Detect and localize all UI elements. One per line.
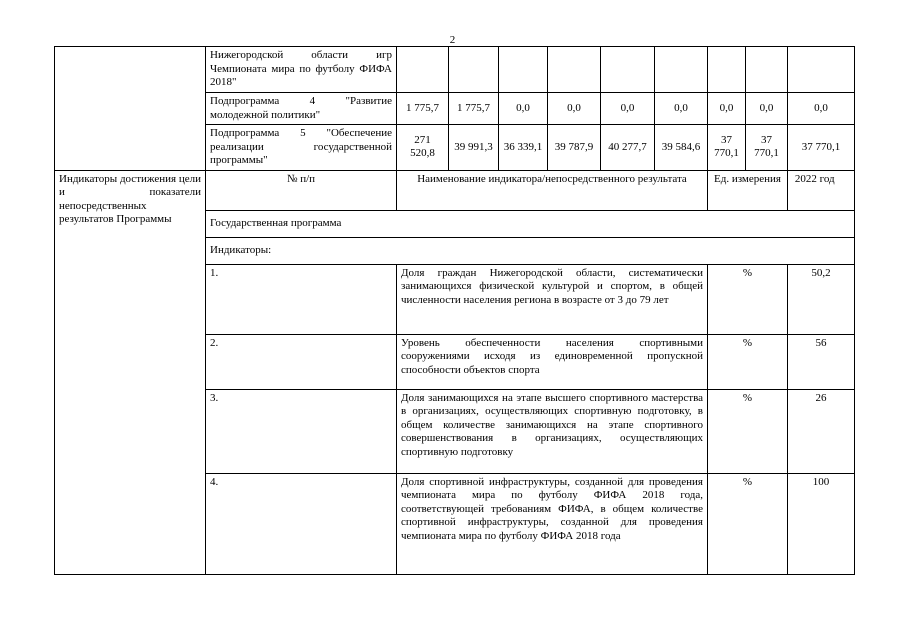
indicator-value: 56 [788,334,855,389]
finance-value [499,47,548,93]
empty-label-cell [55,93,206,125]
finance-value: 0,0 [548,93,601,125]
finance-row [55,93,855,125]
indicator-name: Доля занимающихся на этапе высшего спортивного мастерства в организациях, осуществляющих спортивную подготовку, в общем количестве занимающихся на этапе спортивного совершенствования в организациях, осуществляющих спортивную подготовку [397,389,708,473]
empty-label-cell [55,47,206,93]
indicator-num: 4. [206,473,397,574]
finance-value [655,47,708,93]
finance-value: 0,0 [499,93,548,125]
header-name: Наименование индикатора/непосредственного результата [397,170,708,210]
finance-value: 39 787,9 [548,125,601,171]
finance-value: 37 770,1 [708,125,746,171]
finance-value [548,47,601,93]
finance-value: 37 770,1 [788,125,855,171]
indicator-name: Доля спортивной инфраструктуры, созданной для проведения чемпионата мира по футболу ФИФА 2018 года, соответствующей требованиям ФИФА, в общем количестве спортивной инфраструктуры, созданной для проведения чемпионата мира по футболу ФИФА 2018 года [397,473,708,574]
finance-value: 0,0 [601,93,655,125]
indicator-num: 2. [206,334,397,389]
indicators-header-row [55,170,855,210]
finance-row [55,47,855,93]
finance-value: 39 991,3 [449,125,499,171]
finance-value [449,47,499,93]
finance-value [788,47,855,93]
finance-value [601,47,655,93]
indicator-name: Уровень обеспеченности населения спортивными сооружениями исходя из единовременной пропускной способности объектов спорта [397,334,708,389]
finance-value [708,47,746,93]
indicator-value: 50,2 [788,264,855,334]
finance-row [55,125,855,171]
indicators-section-label: Индикаторы достижения цели и показатели непосредственных результатов Программы [55,170,206,574]
finance-value: 1 775,7 [449,93,499,125]
finance-value: 0,0 [788,93,855,125]
header-year: 2022 год [788,170,842,210]
indicator-unit: % [708,334,788,389]
finance-value: 39 584,6 [655,125,708,171]
finance-value: 40 277,7 [601,125,655,171]
finance-value: 0,0 [746,93,788,125]
indicator-num: 1. [206,264,397,334]
indicator-name: Доля граждан Нижегородской области, систематически занимающихся физической культурой и спортом, в общей численности населения региона в возрасте от 3 до 79 лет [397,264,708,334]
empty-label-cell [55,125,206,171]
finance-value: 0,0 [655,93,708,125]
program-row-label: Государственная программа [206,210,855,237]
indicator-unit: % [708,473,788,574]
finance-value: 0,0 [708,93,746,125]
header-unit: Ед. измерения [708,170,788,210]
indicators-row-label: Индикаторы: [206,237,855,264]
finance-value: 1 775,7 [397,93,449,125]
finance-row-label: Подпрограмма 4 "Развитие молодежной политики" [206,93,397,125]
indicator-unit: % [708,264,788,334]
finance-row-label: Нижегородской области игр Чемпионата мира по футболу ФИФА 2018" [206,47,397,93]
indicator-value: 26 [788,389,855,473]
finance-value: 271 520,8 [397,125,449,171]
finance-value [397,47,449,93]
finance-row-label: Подпрограмма 5 "Обеспечение реализации государственной программы" [206,125,397,171]
indicator-unit: % [708,389,788,473]
page-number: 2 [449,34,456,46]
header-num: № п/п [206,170,397,210]
finance-value [746,47,788,93]
header-spacer [842,170,855,210]
finance-value: 36 339,1 [499,125,548,171]
indicator-num: 3. [206,389,397,473]
program-passport-table [54,46,855,575]
finance-value: 37 770,1 [746,125,788,171]
indicator-value: 100 [788,473,855,574]
